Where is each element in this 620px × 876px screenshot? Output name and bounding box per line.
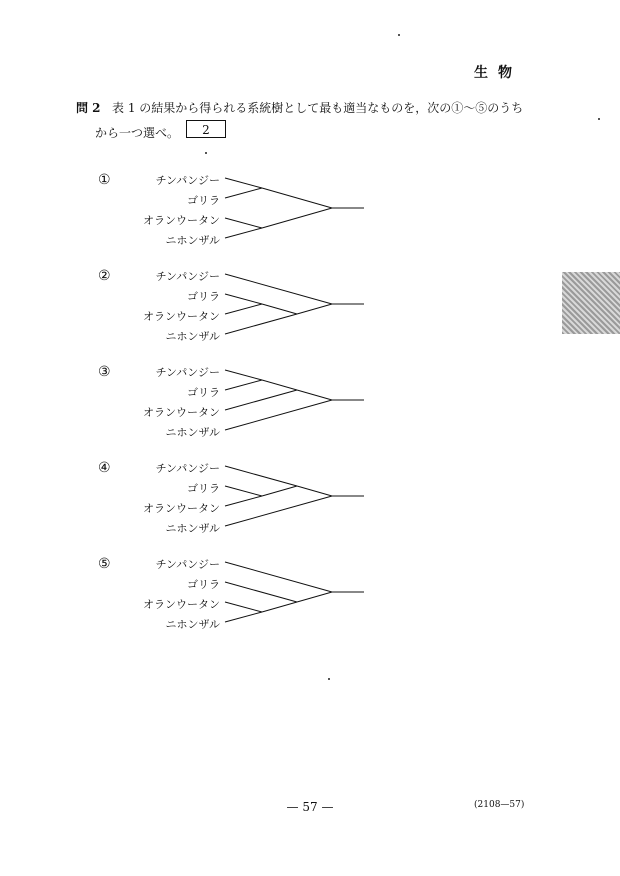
option-1-species-4: ニホンザル bbox=[165, 234, 220, 247]
option-1-species-1: チンパンジー bbox=[155, 174, 220, 187]
option-3-species-3: オランウータン bbox=[143, 406, 220, 419]
scan-speck bbox=[598, 118, 600, 120]
option-4-species-4: ニホンザル bbox=[165, 522, 220, 535]
page-number: — 57 — bbox=[286, 800, 334, 814]
question-label: 問 2 bbox=[76, 101, 101, 115]
option-4-species-2: ゴリラ bbox=[187, 482, 220, 495]
option-4-number: ④ bbox=[98, 460, 111, 476]
option-2-species-3: オランウータン bbox=[143, 310, 220, 323]
option-1-species-2: ゴリラ bbox=[187, 194, 220, 207]
option-3-species-1: チンパンジー bbox=[155, 366, 220, 379]
option-2-species-4: ニホンザル bbox=[165, 330, 220, 343]
tree-option-2 bbox=[225, 274, 364, 334]
page-code: (2108—57) bbox=[474, 800, 525, 810]
answer-box: 2 bbox=[186, 120, 226, 138]
option-1-number: ① bbox=[98, 172, 111, 188]
scan-speck bbox=[205, 152, 207, 154]
tree-option-4 bbox=[225, 466, 364, 526]
scan-speck bbox=[328, 678, 330, 680]
option-3-species-4: ニホンザル bbox=[165, 426, 220, 439]
question-text-line1: 表 1 の結果から得られる系統樹として最も適当なものを，次の①～⑤のうち bbox=[112, 101, 524, 115]
option-5-species-4: ニホンザル bbox=[165, 618, 220, 631]
tree-option-1 bbox=[225, 178, 364, 238]
tree-option-5 bbox=[225, 562, 364, 622]
side-index-tab bbox=[562, 272, 620, 334]
option-2-number: ② bbox=[98, 268, 111, 284]
option-5-number: ⑤ bbox=[98, 556, 111, 572]
subject-title: 生物 bbox=[474, 65, 522, 81]
scan-speck bbox=[398, 34, 400, 36]
tree-option-3 bbox=[225, 370, 364, 430]
option-1-species-3: オランウータン bbox=[143, 214, 220, 227]
question-text-line2: から一つ選べ。 bbox=[95, 126, 180, 140]
option-4-species-3: オランウータン bbox=[143, 502, 220, 515]
option-3-number: ③ bbox=[98, 364, 111, 380]
option-3-species-2: ゴリラ bbox=[187, 386, 220, 399]
option-5-species-3: オランウータン bbox=[143, 598, 220, 611]
option-5-species-2: ゴリラ bbox=[187, 578, 220, 591]
option-2-species-1: チンパンジー bbox=[155, 270, 220, 283]
option-2-species-2: ゴリラ bbox=[187, 290, 220, 303]
option-5-species-1: チンパンジー bbox=[155, 558, 220, 571]
option-4-species-1: チンパンジー bbox=[155, 462, 220, 475]
